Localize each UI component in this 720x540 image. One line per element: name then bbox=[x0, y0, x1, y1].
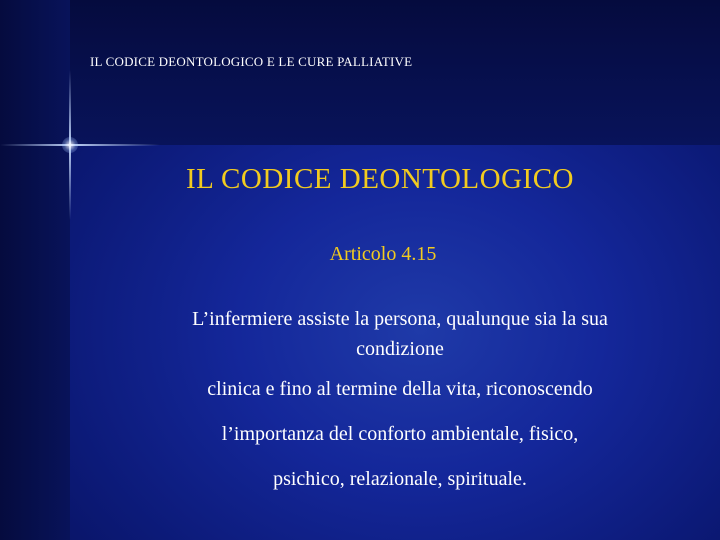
body-line-2: condizione bbox=[356, 338, 444, 360]
slide-top-band bbox=[0, 0, 720, 145]
light-flare-horizontal bbox=[0, 144, 160, 146]
light-flare-icon bbox=[62, 137, 78, 153]
slide-title: IL CODICE DEONTOLOGICO bbox=[186, 163, 574, 195]
body-line-3: clinica e fino al termine della vita, riconoscendo bbox=[207, 378, 593, 400]
body-line-4: l’importanza del conforto ambientale, fisico, bbox=[221, 423, 579, 445]
slide-header: IL CODICE DEONTOLOGICO E LE CURE PALLIATIVE bbox=[90, 54, 413, 69]
slide-left-band bbox=[0, 0, 70, 540]
body-line-5: psichico, relazionale, spirituale. bbox=[273, 468, 527, 490]
body-line-1: L’infermiere assiste la persona, qualunque sia la sua bbox=[192, 308, 608, 330]
article-number: Articolo 4.15 bbox=[329, 243, 437, 265]
